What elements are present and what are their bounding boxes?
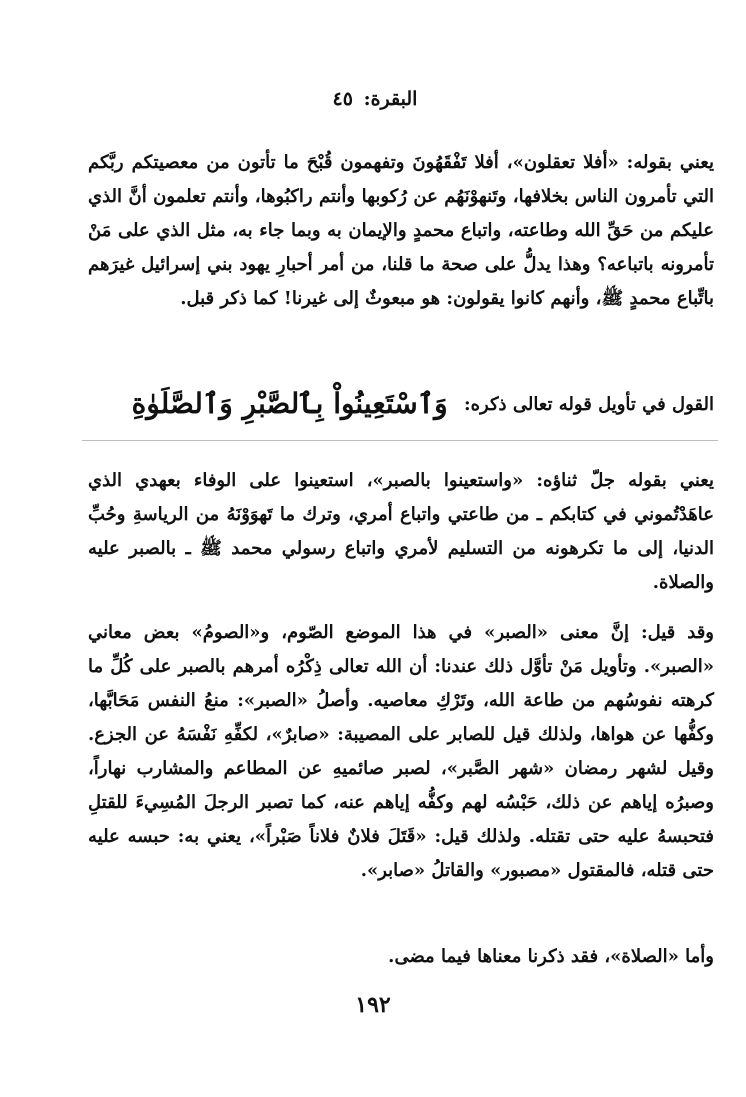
- running-header: [0, 88, 746, 110]
- section-heading: [88, 384, 714, 425]
- paragraph-sabr-meaning: وقد قيل: إنَّ معنى «الصبر» في هذا الموضع الصّوم، و«الصومُ» بعض معاني «الصبر». وتأويل مَنْ تأوَّل ذلك عندنا: أن الله تعالى ذِكْرُه أمرهم بالصبر على كُلِّ ما كرهته نفوسُهم من طاعة الله، وتَرْكِ معاصيه. وأصلُ «الصبر»: منعُ النفس مَحَابَّها، وكفُّها عن هواها، ولذلك قيل للصابر على المصيبة: «صابرٌ»، لكفِّهِ نَفْسَهُ عن الجزع. وقيل لشهر رمضان «شهر الصَّبر»، لصبر صائميهِ عن المطاعم والمشارب نهاراً، وصبرُه إياهم عن ذلك، حَبْسُه لهم وكفُّه إياهم عنه، كما تصبر الرجلَ المُسِيءَ للقتلِ فتحبسهُ عليه حتى تقتله. ولذلك قيل: «قَتَلَ فلانٌ فلاناً صَبْراً»، يعني به: حبسه عليه حتى قتله، فالمقتول «مصبور» والقاتلُ «صابر».: [88, 622, 714, 881]
- header-colon: :: [363, 88, 371, 110]
- quran-verse-calligraphy: وَٱسْتَعِينُواْ بِٱلصَّبْرِ وَٱلصَّلَوٰةِ: [131, 387, 448, 420]
- heading-divider: [82, 440, 718, 441]
- paragraph-istaeenu: يعني بقوله جلّ ثناؤه: «واستعينوا بالصبر»، استعينوا على الوفاء بعهدي الذي عاهَدْتُموني في كتابكم ـ من طاعتي واتباع أمري، وترك ما تَهوَوْنَهُ من الرياسةِ وحُبِّ الدنيا، إلى ما تكرهونه من التسليم لأمري واتباع رسولي محمد ﷺ ـ بالصبر عليه والصلاة.: [88, 470, 714, 593]
- paragraph-salah: وأما «الصلاة»، فقد ذكرنا معناها فيما مضى.: [388, 946, 714, 967]
- heading-intro: القول في تأويل قوله تعالى ذكره:: [463, 394, 714, 415]
- surah-name: البقرة: [370, 88, 418, 110]
- page-number: ١٩٢: [355, 992, 391, 1018]
- paragraph-interpretation-tafqahun: يعني بقوله: «أفلا تعقلون»، أفلا تَفْقَهُونَ وتفهمون قُبْحَ ما تأتون من معصيتكم ربَّكم التي تأمرون الناس بخلافها، وتَنهوْنَهُم عن رُكوبها وأنتم راكبُوها، وأنتم تعلمون أنَّ الذي عليكم من حَقِّ الله وطاعته، واتباع محمدٍ والإيمان به وبما جاء به، مثل الذي على مَنْ تأمرونه باتباعه؟ وهذا يدلُّ على صحة ما قلنا، من أمر أحبارِ يهود بني إسرائيل غيرَهم باتِّباع محمدٍ ﷺ، وأنهم كانوا يقولون: هو مبعوثٌ إلى غيرنا! كما ذكر قبل.: [88, 152, 714, 309]
- verse-number: ٤٥: [332, 88, 353, 110]
